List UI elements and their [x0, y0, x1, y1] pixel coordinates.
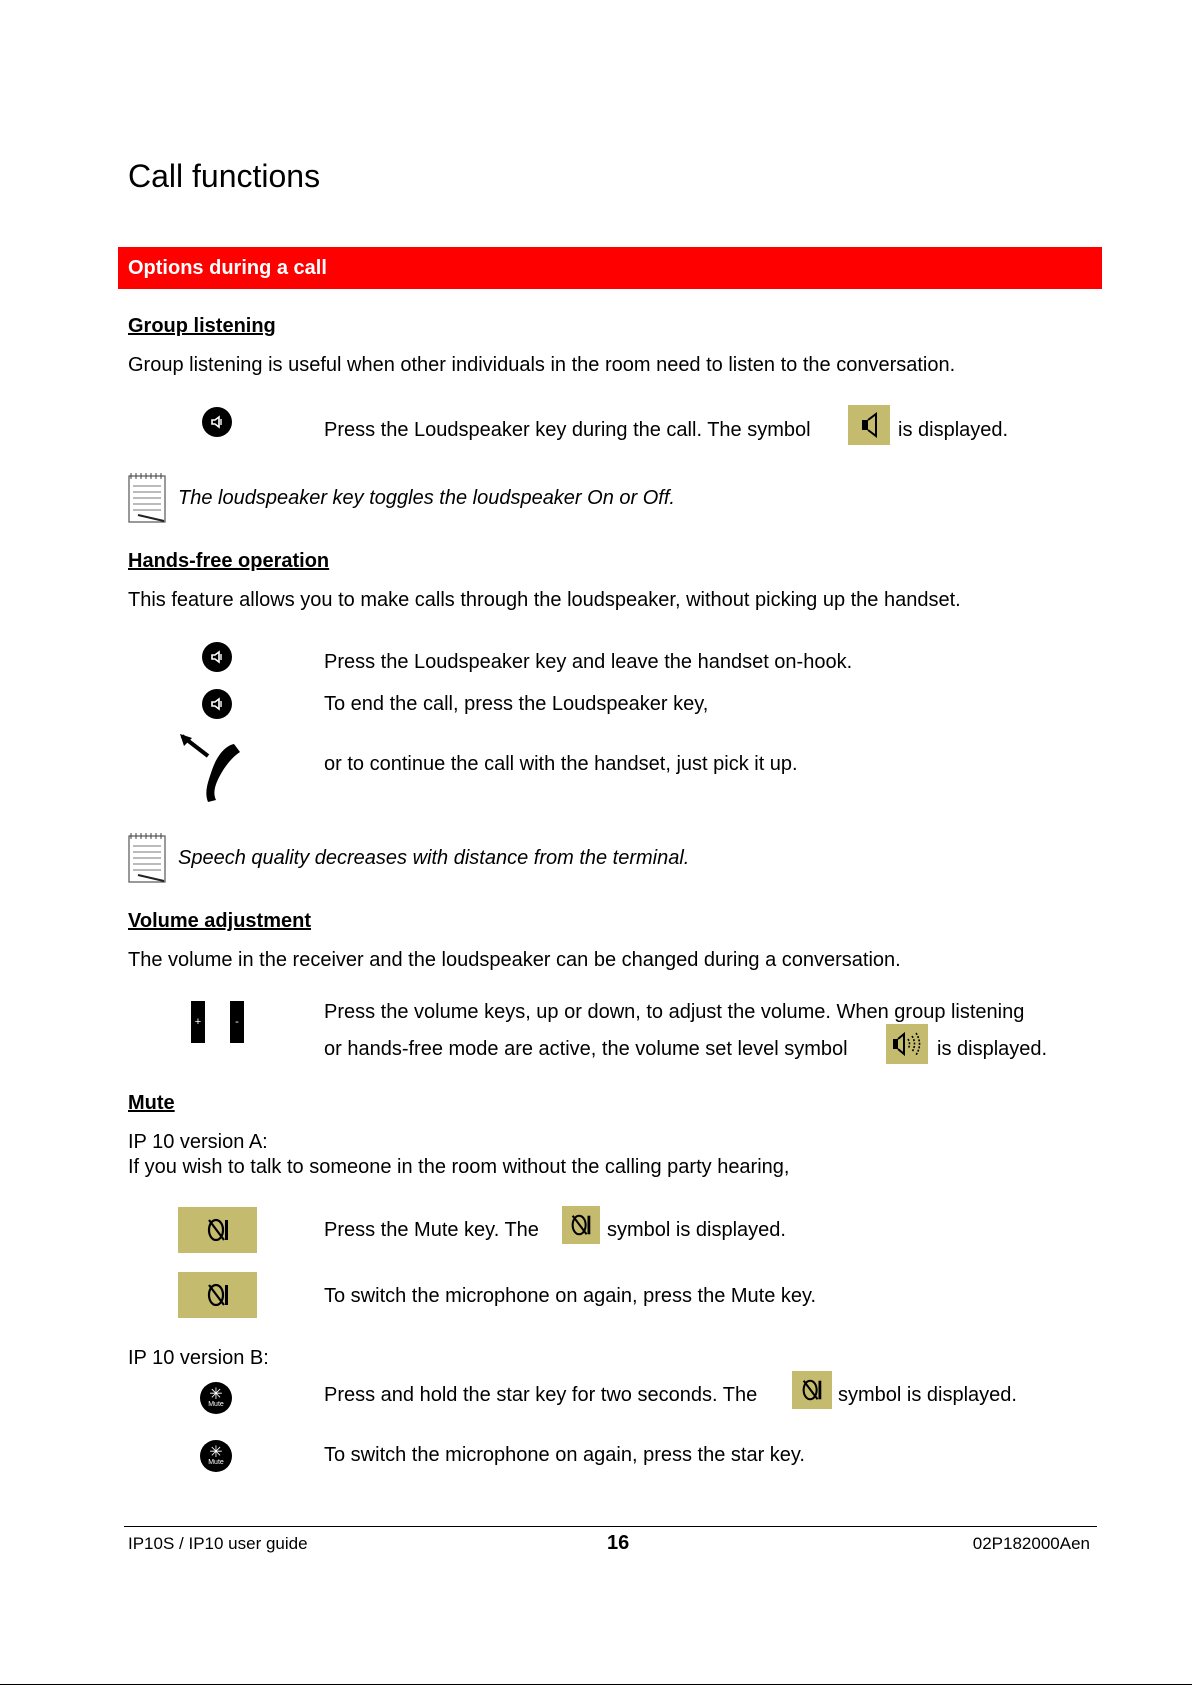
mute-microphone-icon [562, 1206, 600, 1244]
volume-down-key: - [230, 1001, 244, 1043]
hands-free-step-2: To end the call, press the Loudspeaker key, [324, 693, 709, 715]
loudspeaker-key-icon [202, 689, 232, 719]
mute-a-step-1-after: symbol is displayed. [607, 1219, 786, 1241]
volume-step-line-1: Press the volume keys, up or down, to adjust the volume. When group listening [324, 1001, 1025, 1023]
volume-heading: Volume adjustment [128, 910, 311, 932]
page-number: 16 [607, 1532, 630, 1554]
hands-free-heading: Hands-free operation [128, 550, 330, 572]
volume-intro: The volume in the receiver and the loudspeaker can be changed during a conversation. [128, 949, 901, 971]
page-title: Call functions [128, 158, 321, 194]
volume-level-symbol-icon [886, 1024, 928, 1064]
volume-step-line-2: or hands-free mode are active, the volume set level symbol [324, 1038, 848, 1060]
mute-b-step-1-before: Press and hold the star key for two seconds. The [324, 1384, 758, 1406]
mute-version-a-intro: If you wish to talk to someone in the room without the calling party hearing, [128, 1156, 790, 1178]
star-key-label: Mute [208, 1400, 224, 1408]
loudspeaker-key-icon [202, 642, 232, 672]
hands-free-note: Speech quality decreases with distance from the terminal. [178, 847, 690, 869]
notepad-icon [128, 471, 168, 523]
mute-a-step-2: To switch the microphone on again, press the Mute key. [324, 1285, 817, 1307]
handset-pickup-icon [178, 734, 258, 806]
mute-version-a: IP 10 version A: [128, 1131, 268, 1153]
loudspeaker-key-icon [202, 407, 232, 437]
hands-free-intro: This feature allows you to make calls through the loudspeaker, without picking up the handset. [128, 589, 961, 611]
hands-free-step-3: or to continue the call with the handset, just pick it up. [324, 753, 798, 775]
volume-up-key: + [191, 1001, 205, 1043]
star-mute-key-icon: ✳ Mute [200, 1440, 232, 1472]
volume-step-line-2-after: is displayed. [937, 1038, 1048, 1060]
section-bar [118, 247, 1102, 289]
star-key-label: Mute [208, 1458, 224, 1466]
mute-key-icon [178, 1272, 257, 1318]
star-mute-key-icon: ✳ Mute [200, 1382, 232, 1414]
hands-free-step-1: Press the Loudspeaker key and leave the handset on-hook. [324, 651, 853, 673]
notepad-icon [128, 831, 168, 883]
footer-left: IP10S / IP10 user guide [128, 1534, 308, 1553]
footer-right: 02P182000Aen [972, 1534, 1090, 1553]
mute-version-b: IP 10 version B: [128, 1347, 269, 1369]
mute-b-step-2: To switch the microphone on again, press the star key. [324, 1444, 805, 1466]
mute-key-icon [178, 1207, 257, 1253]
footer-divider [124, 1526, 1097, 1527]
group-listening-step-before: Press the Loudspeaker key during the call. The symbol [324, 419, 811, 441]
group-listening-intro: Group listening is useful when other individuals in the room need to listen to the conversation. [128, 354, 956, 376]
group-listening-note: The loudspeaker key toggles the loudspeaker On or Off. [178, 487, 675, 509]
loudspeaker-symbol-icon [848, 405, 890, 445]
group-listening-step-after: is displayed. [898, 419, 1009, 441]
group-listening-heading: Group listening [128, 315, 276, 337]
section-bar-label: Options during a call [128, 257, 327, 279]
mute-b-step-1-after: symbol is displayed. [838, 1384, 1017, 1406]
mute-a-step-1-before: Press the Mute key. The [324, 1219, 539, 1241]
mute-heading: Mute [128, 1092, 175, 1114]
group-listening-step [324, 418, 811, 442]
mute-microphone-icon [792, 1371, 832, 1409]
